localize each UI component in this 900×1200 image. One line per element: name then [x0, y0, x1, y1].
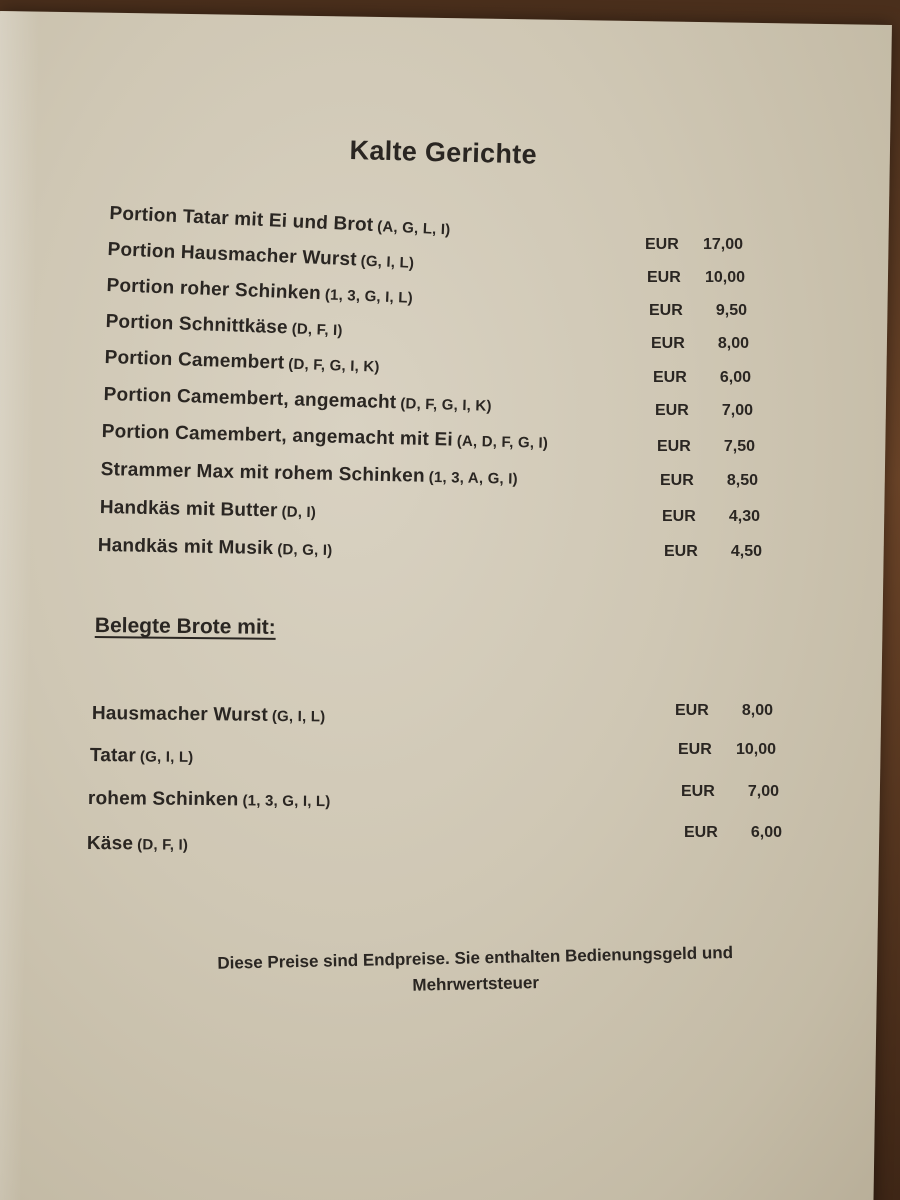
currency-label: EUR: [678, 741, 712, 758]
cold-dish-dish-label: Portion Hausmacher Wurst: [107, 239, 358, 271]
page-title: Kalte Gerichte: [349, 135, 538, 170]
cold-dish-allergen-codes: (D, F, G, I, K): [400, 395, 492, 415]
cold-dish-item-price: [647, 269, 745, 287]
cold-dish-item-name: [101, 421, 548, 454]
cold-dish-item-price: [657, 438, 755, 456]
cold-dish-item-price: [664, 543, 762, 561]
cold-dish-allergen-codes: (1, 3, A, G, I): [428, 468, 519, 488]
cold-dish-item-name: [100, 497, 317, 523]
sandwich-dish-label: Hausmacher Wurst: [91, 703, 269, 726]
cold-dish-item-name: [109, 203, 451, 240]
cold-dish-allergen-codes: (G, I, L): [360, 252, 415, 272]
cold-dish-item-price: [655, 402, 753, 420]
sandwich-allergen-codes: (G, I, L): [139, 748, 194, 766]
price-amount: 6,00: [719, 369, 751, 386]
cold-dish-dish-label: Strammer Max mit rohem Schinken: [100, 459, 425, 487]
price-amount: 7,50: [723, 438, 755, 455]
sandwich-dish-label: Tatar: [89, 745, 137, 767]
sandwich-allergen-codes: (1, 3, G, I, L): [242, 792, 331, 811]
sandwich-section-title: Belegte Brote mit:: [94, 614, 276, 639]
cold-dish-item-name: [101, 459, 519, 490]
price-amount: 17,00: [702, 236, 743, 253]
cold-dish-item-price: [660, 472, 758, 490]
cold-dish-dish-label: Handkäs mit Musik: [97, 535, 274, 560]
cold-dish-item-price: [662, 508, 760, 526]
currency-label: EUR: [647, 269, 681, 286]
cold-dish-item-name: [103, 384, 492, 417]
sandwich-allergen-codes: (D, F, I): [137, 836, 189, 854]
sandwich-dish-label: rohem Schinken: [87, 788, 239, 811]
cold-dish-allergen-codes: (D, F, G, I, K): [287, 355, 380, 376]
price-amount: 10,00: [735, 741, 776, 758]
price-amount: 7,00: [721, 402, 753, 419]
cold-dish-allergen-codes: (D, G, I): [277, 541, 333, 560]
cold-dish-item-price: [653, 369, 751, 387]
currency-label: EUR: [660, 472, 694, 489]
price-amount: 7,00: [747, 783, 779, 800]
price-amount: 8,50: [726, 472, 758, 489]
currency-label: EUR: [675, 702, 709, 719]
cold-dish-item-name: [106, 275, 413, 309]
price-amount: 9,50: [715, 302, 747, 319]
cold-dish-dish-label: Portion Camembert, angemacht mit Ei: [101, 421, 454, 451]
cold-dish-dish-label: Portion Camembert, angemacht: [103, 384, 397, 414]
price-note: [160, 939, 791, 1004]
sandwich-item-price: [681, 783, 779, 801]
currency-label: EUR: [662, 508, 696, 525]
cold-dish-dish-label: Handkäs mit Butter: [99, 497, 278, 522]
currency-label: EUR: [653, 369, 687, 386]
price-amount: 4,30: [728, 508, 760, 525]
sandwich-item-name: [92, 703, 326, 727]
sandwich-item-name: [90, 745, 194, 768]
cold-dish-allergen-codes: (A, G, L, I): [376, 218, 451, 239]
cold-dish-item-price: [649, 302, 747, 320]
cold-dish-dish-label: Portion Schnittkäse: [105, 311, 289, 339]
cold-dish-item-price: [651, 335, 749, 353]
sandwich-allergen-codes: (G, I, L): [271, 707, 326, 726]
price-note-line-1: Diese Preise sind Endpreise. Sie enthalten Bedienungsgeld und: [217, 943, 734, 973]
sandwich-item-name: [87, 833, 188, 856]
sandwich-item-name: [88, 788, 331, 812]
cold-dish-dish-label: Portion Tatar mit Ei und Brot: [109, 203, 374, 236]
cold-dish-item-name: [104, 347, 380, 378]
price-amount: 6,00: [750, 824, 782, 841]
sandwich-item-price: [684, 824, 782, 842]
cold-dish-allergen-codes: (D, F, I): [291, 320, 343, 340]
cold-dish-item-name: [107, 239, 415, 274]
cold-dish-allergen-codes: (A, D, F, G, I): [456, 432, 549, 452]
currency-label: EUR: [649, 302, 683, 319]
price-amount: 4,50: [730, 543, 762, 560]
currency-label: EUR: [645, 236, 679, 253]
price-note-line-2: Mehrwertsteuer: [412, 973, 540, 995]
cold-dish-item-name: [98, 535, 333, 561]
sandwich-dish-label: Käse: [86, 833, 134, 855]
currency-label: EUR: [664, 543, 698, 560]
price-amount: 8,00: [741, 702, 773, 719]
cold-dish-item-name: [105, 311, 343, 341]
price-amount: 10,00: [704, 269, 745, 286]
cold-dish-dish-label: Portion roher Schinken: [106, 275, 322, 305]
cold-dish-item-price: [645, 236, 743, 254]
currency-label: EUR: [684, 824, 718, 841]
cold-dish-allergen-codes: (D, I): [281, 503, 317, 522]
price-amount: 8,00: [717, 335, 749, 352]
cold-dish-allergen-codes: (1, 3, G, I, L): [324, 286, 414, 307]
cold-dish-dish-label: Portion Camembert: [104, 347, 285, 374]
sandwich-item-price: [675, 702, 773, 720]
currency-label: EUR: [681, 783, 715, 800]
currency-label: EUR: [657, 438, 691, 455]
sandwich-item-price: [678, 741, 776, 759]
currency-label: EUR: [651, 335, 685, 352]
currency-label: EUR: [655, 402, 689, 419]
